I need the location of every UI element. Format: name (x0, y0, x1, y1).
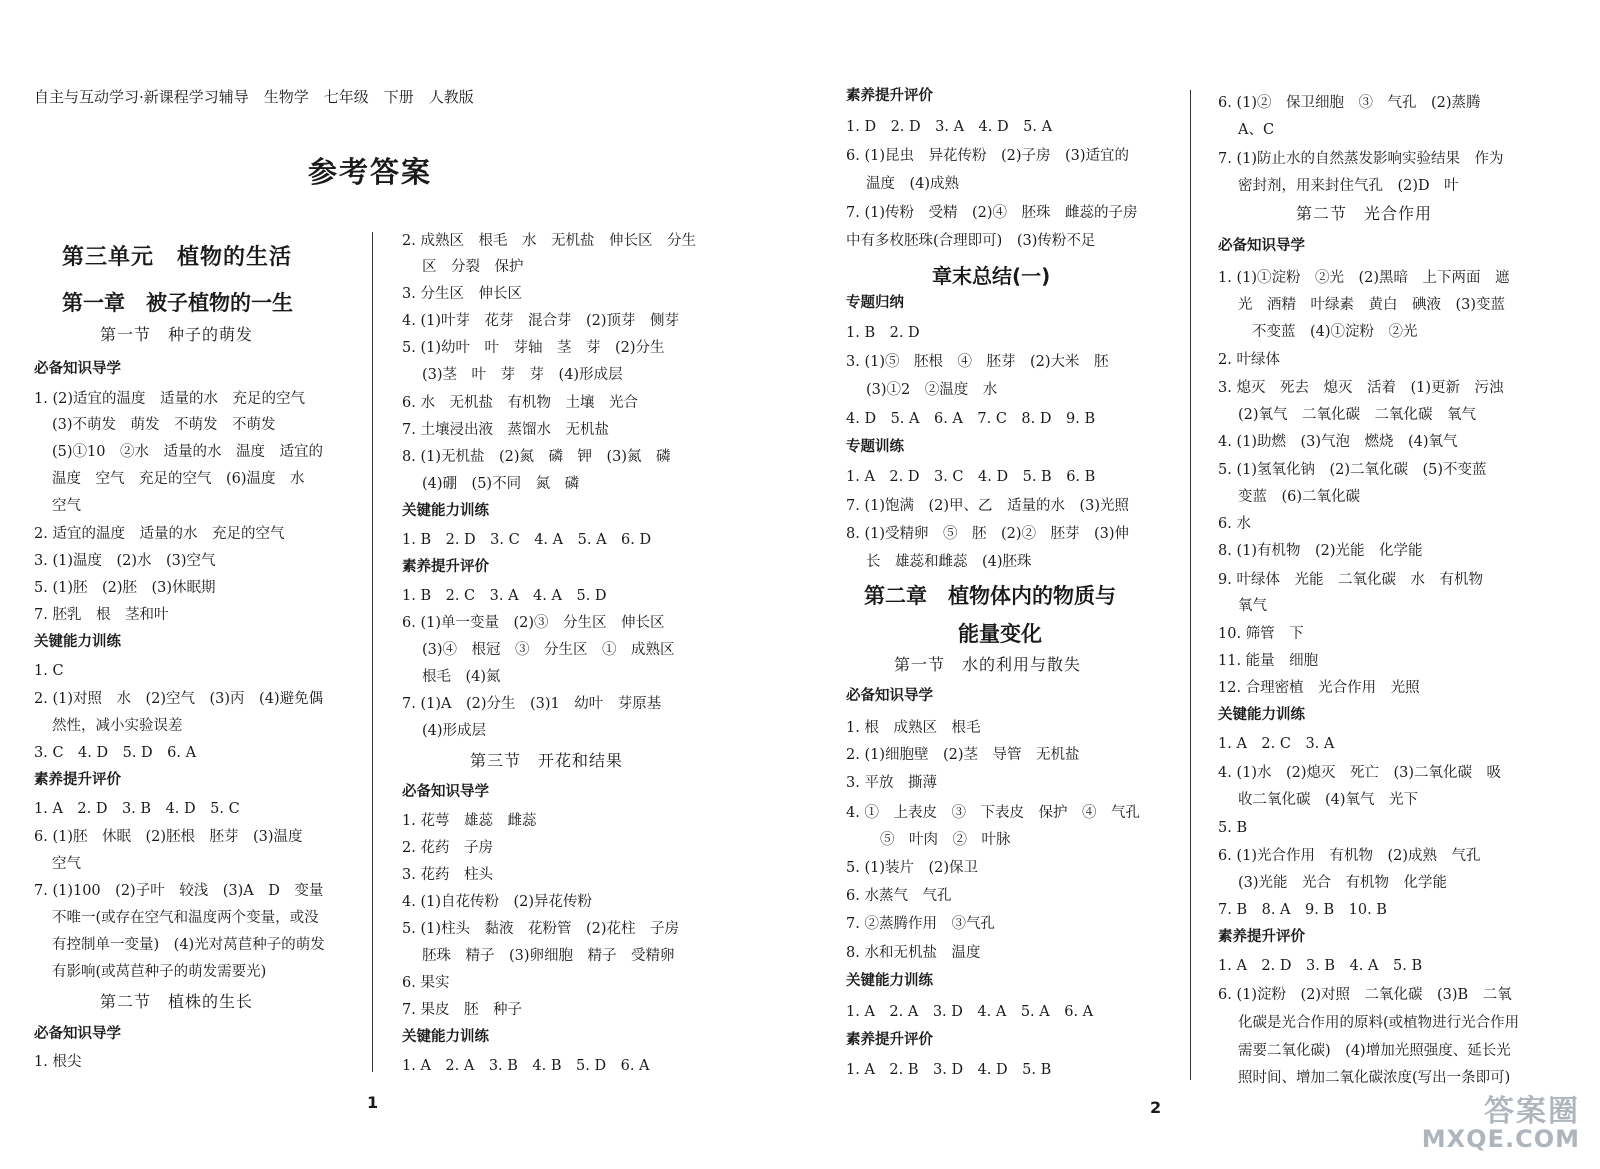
subheading: 关键能力训练 (1218, 707, 1305, 723)
answer-line: (4)硼 (5)不同 氮 磷 (422, 476, 580, 492)
answer-line: 7. (1)饱满 (2)甲、乙 适量的水 (3)光照 (846, 498, 1130, 514)
answer-line: 密封剂，用来封住气孔 (2)D 叶 (1238, 178, 1459, 194)
answer-line: 7. (1)传粉 受精 (2)④ 胚珠 雌蕊的子房 (846, 205, 1138, 221)
answer-line: 空气 (52, 856, 81, 872)
answer-line: 12. 合理密植 光合作用 光照 (1218, 680, 1420, 696)
section-heading: 第一节 种子的萌发 (100, 325, 254, 344)
answer-line: 7. (1)A (2)分生 (3)1 幼叶 芽原基 (402, 696, 662, 712)
answer-line: 3. 分生区 伸长区 (402, 286, 522, 302)
answer-line: 8. (1)受精卵 ⑤ 胚 (2)② 胚芽 (3)伸 (846, 526, 1130, 542)
answer-line: ⑤ 叶肉 ② 叶脉 (880, 832, 1011, 848)
answer-line: 有控制单一变量) (4)光对莴苣种子的萌发 (52, 937, 325, 953)
answer-line: 区 分裂 保护 (422, 259, 524, 275)
answer-line: 1. A 2. A 3. B 4. B 5. D 6. A (402, 1058, 650, 1074)
answer-line: (2)氧气 二氧化碳 二氧化碳 氧气 (1238, 407, 1477, 423)
answer-line: (3)光能 光合 有机物 化学能 (1238, 875, 1448, 891)
answer-line: 5. (1)幼叶 叶 芽轴 茎 芽 (2)分生 (402, 340, 665, 356)
page-number-right: 2 (1150, 1098, 1162, 1117)
subheading: 关键能力训练 (402, 503, 489, 519)
answer-line: 温度 空气 充足的空气 (6)温度 水 (52, 471, 305, 487)
subheading: 必备知识导学 (846, 688, 933, 704)
answer-line: 光 酒精 叶绿素 黄白 碘液 (3)变蓝 (1238, 297, 1506, 313)
subheading: 必备知识导学 (402, 784, 489, 800)
answer-line: 1. A 2. D 3. B 4. A 5. B (1218, 958, 1423, 974)
answer-line: 6. (1)昆虫 异花传粉 (2)子房 (3)适宜的 (846, 148, 1130, 164)
answer-line: 1. B 2. D 3. C 4. A 5. A 6. D (402, 532, 652, 548)
answer-line: 长 雄蕊和雌蕊 (4)胚珠 (866, 554, 1032, 570)
watermark-logo (1421, 1094, 1580, 1153)
subheading: 必备知识导学 (34, 1026, 121, 1042)
section-heading: 第三节 开花和结果 (470, 751, 624, 770)
answer-line: 1. B 2. C 3. A 4. A 5. D (402, 588, 607, 604)
answer-line: (3)不萌发 萌发 不萌发 不萌发 (52, 417, 276, 433)
answer-line: 2. 花药 子房 (402, 840, 493, 856)
answer-line: 1. 根尖 (34, 1054, 82, 1070)
subheading: 关键能力训练 (402, 1029, 489, 1045)
answer-line: 7. (1)防止水的自然蒸发影响实验结果 作为 (1218, 151, 1504, 167)
answer-line: 3. 熄灭 死去 熄灭 活着 (1)更新 污浊 (1218, 380, 1504, 396)
answer-line: 不变蓝 (4)①淀粉 ②光 (1252, 324, 1418, 340)
subheading: 专题训练 (846, 439, 904, 455)
unit-title: 第三单元 植物的生活 (62, 245, 293, 270)
answer-line: 7. (1)100 (2)子叶 较浅 (3)A D 变量 (34, 883, 324, 899)
answer-line: 2. (1)细胞壁 (2)茎 导管 无机盐 (846, 747, 1080, 763)
answer-line: 1. A 2. A 3. D 4. A 5. A 6. A (846, 1004, 1094, 1020)
answer-line: 2. 成熟区 根毛 水 无机盐 伸长区 分生 (402, 233, 696, 249)
answer-line: 10. 筛管 下 (1218, 626, 1304, 642)
chapter-title: 第二章 植物体内的物质与 (864, 584, 1116, 608)
subheading: 素养提升评价 (1218, 929, 1305, 945)
answer-line: 8. (1)有机物 (2)光能 化学能 (1218, 543, 1423, 559)
answer-line: 3. (1)⑤ 胚根 ④ 胚芽 (2)大米 胚 (846, 354, 1109, 370)
column-divider (372, 232, 373, 1072)
answer-line: 1. 花萼 雄蕊 雌蕊 (402, 813, 537, 829)
answer-line: (5)①10 ②水 适量的水 温度 适宜的 (52, 444, 323, 460)
answer-line: 6. (1)淀粉 (2)对照 二氧化碳 (3)B 二氧 (1218, 987, 1512, 1003)
answer-line: 1. 根 成熟区 根毛 (846, 720, 981, 736)
answer-line: 5. (1)装片 (2)保卫 (846, 860, 979, 876)
answer-line: 5. (1)柱头 黏液 花粉管 (2)花柱 子房 (402, 921, 680, 937)
answer-line: 有影响(或莴苣种子的萌发需要光) (52, 964, 267, 980)
answer-line: 根毛 (4)氮 (422, 669, 501, 685)
answer-line: (3)④ 根冠 ③ 分生区 ① 成熟区 (422, 642, 675, 658)
section-heading: 第二节 光合作用 (1296, 204, 1433, 223)
answer-line: 6. 水 无机盐 有机物 土壤 光合 (402, 395, 638, 411)
answer-line: 1. D 2. D 3. A 4. D 5. A (846, 119, 1053, 135)
answer-line: 1. A 2. D 3. B 4. D 5. C (34, 801, 240, 817)
answer-line: 胚珠 精子 (3)卵细胞 精子 受精卵 (422, 948, 675, 964)
answer-line: 7. 土壤浸出液 蒸馏水 无机盐 (402, 422, 609, 438)
answer-line: A、C (1238, 122, 1275, 138)
answer-line: 7. 胚乳 根 茎和叶 (34, 607, 169, 623)
answer-line: 化碳是光合作用的原料(或植物进行光合作用 (1238, 1015, 1520, 1031)
answer-line: (3)①2 ②温度 水 (866, 382, 998, 398)
subheading: 素养提升评价 (402, 559, 489, 575)
answer-line: 5. B (1218, 820, 1248, 836)
answer-line: 8. (1)无机盐 (2)氮 磷 钾 (3)氮 磷 (402, 449, 671, 465)
subheading: 关键能力训练 (34, 634, 121, 650)
subheading: 素养提升评价 (34, 772, 121, 788)
answer-line: 6. (1)胚 休眠 (2)胚根 胚芽 (3)温度 (34, 829, 303, 845)
answer-line: 4. D 5. A 6. A 7. C 8. D 9. B (846, 411, 1096, 427)
answer-line: 1. B 2. D (846, 325, 920, 341)
answer-line: 8. 水和无机盐 温度 (846, 945, 981, 961)
answer-line: 3. 平放 撕薄 (846, 775, 937, 791)
subheading: 关键能力训练 (846, 973, 933, 989)
answer-line: 5. (1)氢氧化钠 (2)二氧化碳 (5)不变蓝 (1218, 462, 1487, 478)
answer-line: 氧气 (1238, 598, 1267, 614)
answer-line: 5. (1)胚 (2)胚 (3)休眠期 (34, 580, 216, 596)
answer-line: 1. A 2. B 3. D 4. D 5. B (846, 1062, 1052, 1078)
page-number-left: 1 (367, 1093, 379, 1112)
answer-line: 4. (1)自花传粉 (2)异花传粉 (402, 894, 593, 910)
subheading: 素养提升评价 (846, 88, 933, 104)
answer-line: 4. (1)叶芽 花芽 混合芽 (2)顶芽 侧芽 (402, 313, 680, 329)
answer-line: 4. (1)助燃 (3)气泡 燃烧 (4)氧气 (1218, 434, 1458, 450)
answer-line: 温度 (4)成熟 (866, 176, 960, 192)
answer-line: 7. ②蒸腾作用 ③气孔 (846, 916, 995, 932)
answer-line: 2. 叶绿体 (1218, 352, 1280, 368)
answer-line: 收二氧化碳 (4)氧气 光下 (1238, 792, 1419, 808)
answer-line: 1. A 2. C 3. A (1218, 736, 1335, 752)
page-title: 参考答案 (308, 155, 433, 189)
answer-line: 3. 花药 柱头 (402, 867, 493, 883)
answer-line: 3. (1)温度 (2)水 (3)空气 (34, 553, 216, 569)
answer-line: 6. (1)② 保卫细胞 ③ 气孔 (2)蒸腾 (1218, 95, 1481, 111)
section-heading: 第二节 植株的生长 (100, 992, 254, 1011)
column-divider (1190, 90, 1191, 1080)
answer-line: 空气 (52, 498, 81, 514)
answer-line: 6. (1)单一变量 (2)③ 分生区 伸长区 (402, 615, 665, 631)
subheading: 专题归纳 (846, 295, 904, 311)
answer-line: 2. 适宜的温度 适量的水 充足的空气 (34, 526, 285, 542)
answer-line: (4)形成层 (422, 723, 487, 739)
subheading: 必备知识导学 (1218, 238, 1305, 254)
subheading: 必备知识导学 (34, 361, 121, 377)
answer-line: 中有多枚胚珠(合理即可) (3)传粉不足 (846, 233, 1096, 249)
chapter-summary-title: 章末总结(一) (932, 264, 1051, 288)
answer-line: 7. 果皮 胚 种子 (402, 1002, 522, 1018)
answer-line: 照时间、增加二氧化碳浓度(写出一条即可) (1238, 1070, 1511, 1086)
answer-line: 3. C 4. D 5. D 6. A (34, 745, 197, 761)
answer-line: 11. 能量 细胞 (1218, 653, 1319, 669)
answer-line: 6. 水蒸气 气孔 (846, 888, 952, 904)
chapter-title: 第一章 被子植物的一生 (62, 291, 293, 315)
book-header: 自主与互动学习·新课程学习辅导 生物学 七年级 下册 人教版 (34, 88, 474, 106)
chapter-title-continued: 能量变化 (958, 622, 1042, 646)
watermark-cn: 答案圈 (1484, 1094, 1580, 1129)
answer-line: 1. (1)①淀粉 ②光 (2)黑暗 上下两面 遮 (1218, 270, 1510, 286)
answer-line: 然性，减小实验误差 (52, 718, 183, 734)
section-heading: 第一节 水的利用与散失 (894, 655, 1082, 674)
answer-line: 变蓝 (6)二氧化碳 (1238, 489, 1361, 505)
answer-line: 2. (1)对照 水 (2)空气 (3)丙 (4)避免偶 (34, 691, 324, 707)
answer-line: 不唯一(或存在空气和温度两个变量，或没 (52, 910, 319, 926)
answer-line: 1. (2)适宜的温度 适量的水 充足的空气 (34, 391, 305, 407)
answer-line: 6. 水 (1218, 516, 1251, 532)
answer-line: 1. A 2. D 3. C 4. D 5. B 6. B (846, 469, 1096, 485)
answer-line: 6. 果实 (402, 975, 450, 991)
answer-line: 9. 叶绿体 光能 二氧化碳 水 有机物 (1218, 572, 1483, 588)
watermark-en: MXQE.COM (1421, 1125, 1580, 1153)
answer-line: 4. ① 上表皮 ③ 下表皮 保护 ④ 气孔 (846, 805, 1140, 821)
answer-line: (3)茎 叶 芽 芽 (4)形成层 (422, 367, 623, 383)
subheading: 素养提升评价 (846, 1032, 933, 1048)
answer-line: 需要二氧化碳) (4)增加光照强度、延长光 (1238, 1043, 1511, 1059)
answer-line: 6. (1)光合作用 有机物 (2)成熟 气孔 (1218, 848, 1481, 864)
answer-line: 4. (1)水 (2)熄灭 死亡 (3)二氧化碳 吸 (1218, 765, 1502, 781)
answer-line: 7. B 8. A 9. B 10. B (1218, 902, 1387, 918)
answer-line: 1. C (34, 663, 64, 679)
